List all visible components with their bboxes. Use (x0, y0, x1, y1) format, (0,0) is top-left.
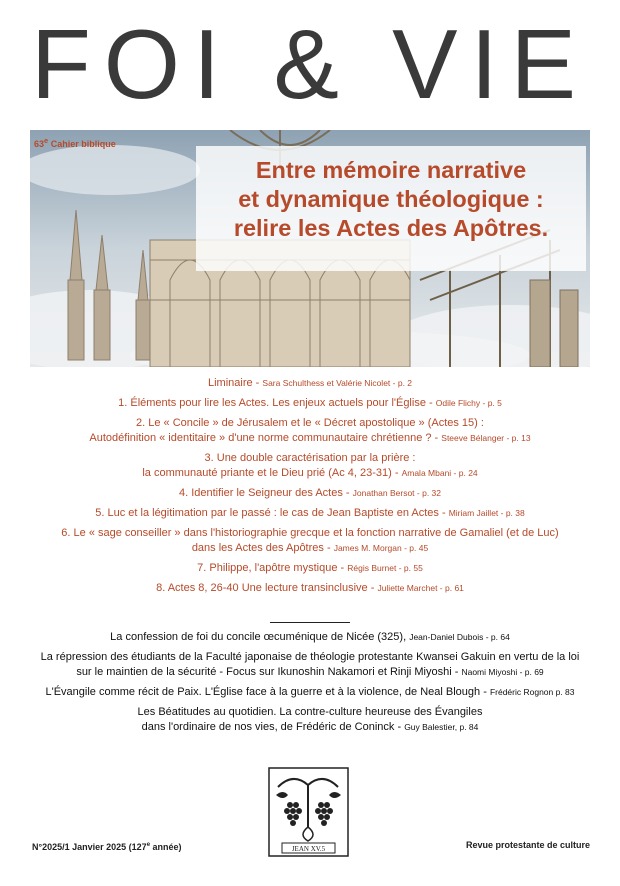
issue-info: N°2025/1 Janvier 2025 (127e année) (32, 842, 182, 852)
article-entry[interactable]: L'Évangile comme récit de Paix. L'Église face à la guerre et à la violence, de Neal Blough - Frédéric Rognon p. 83 (45, 686, 575, 698)
toc-entry[interactable]: 5. Luc et la légitimation par le passé : le cas de Jean Baptiste en Actes - Miriam Jaillet - p. 38 (95, 507, 525, 519)
toc-entry[interactable]: 8. Actes 8, 26-40 Une lecture transinclusive - Juliette Marchet - p. 61 (156, 582, 464, 594)
toc-entry[interactable]: 1. Éléments pour lire les Actes. Les enjeux actuels pour l'Église - Odile Flichy - p. 5 (118, 397, 502, 409)
tagline: Revue protestante de culture (465, 840, 590, 850)
vine-logo (268, 767, 349, 857)
toc-entry[interactable]: 3. Une double caractérisation par la prière : la communauté priante et le Dieu prié (Ac 4, 23-31) - Amala Mbani - p. 24 (142, 452, 478, 479)
table-of-contents (0, 376, 620, 601)
toc-entry[interactable]: 2. Le « Concile » de Jérusalem et le « Décret apostolique » (Actes 15) : Autodéfinition « identitaire » d'une norme communautaire chrétienne ? - Steeve Bélanger - p. 13 (89, 417, 531, 444)
cover-title-line: et dynamique théologique : (238, 186, 544, 212)
toc-entry[interactable]: 7. Philippe, l'apôtre mystique - Régis Burnet - p. 55 (197, 562, 423, 574)
article-entry[interactable]: Les Béatitudes au quotidien. La contre-culture heureuse des Évangiles dans l'ordinaire de nos vies, de Frédéric de Coninck - Guy Balestier, p. 84 (137, 706, 483, 733)
article-entry[interactable]: La confession de foi du concile œcuménique de Nicée (325), Jean-Daniel Dubois - p. 64 (110, 631, 510, 643)
cover-title-line: relire les Actes des Apôtres. (233, 215, 549, 241)
cahier-label: 63e Cahier biblique (34, 136, 116, 149)
other-articles (0, 630, 620, 740)
cover-image (30, 130, 590, 367)
cover-title-box (196, 146, 586, 271)
toc-entry[interactable]: 4. Identifier le Seigneur des Actes - Jonathan Bersot - p. 32 (178, 487, 442, 499)
section-divider (270, 622, 350, 623)
article-entry[interactable]: La répression des étudiants de la Faculté japonaise de théologie protestante Kwansei Gakuin en vertu de la loi sur le maintien de la sécurité - Focus sur Ikunoshin Nakamori et Rinji Miyoshi - Naomi Miyoshi - p. 69 (40, 651, 580, 678)
logo-text: JEAN XV.5 (291, 845, 326, 853)
cover-title-line: Entre mémoire narrative (255, 157, 527, 183)
toc-entry[interactable]: 6. Le « sage conseiller » dans l'historiographie grecque et la fonction narrative de Gamaliel (et de Luc) dans les Actes des Apôtres - James M. Morgan - p. 45 (61, 527, 559, 554)
masthead-title: FOI & VIE (30, 9, 590, 119)
toc-entry[interactable]: Liminaire - Sara Schulthess et Valérie Nicolet - p. 2 (207, 377, 413, 389)
